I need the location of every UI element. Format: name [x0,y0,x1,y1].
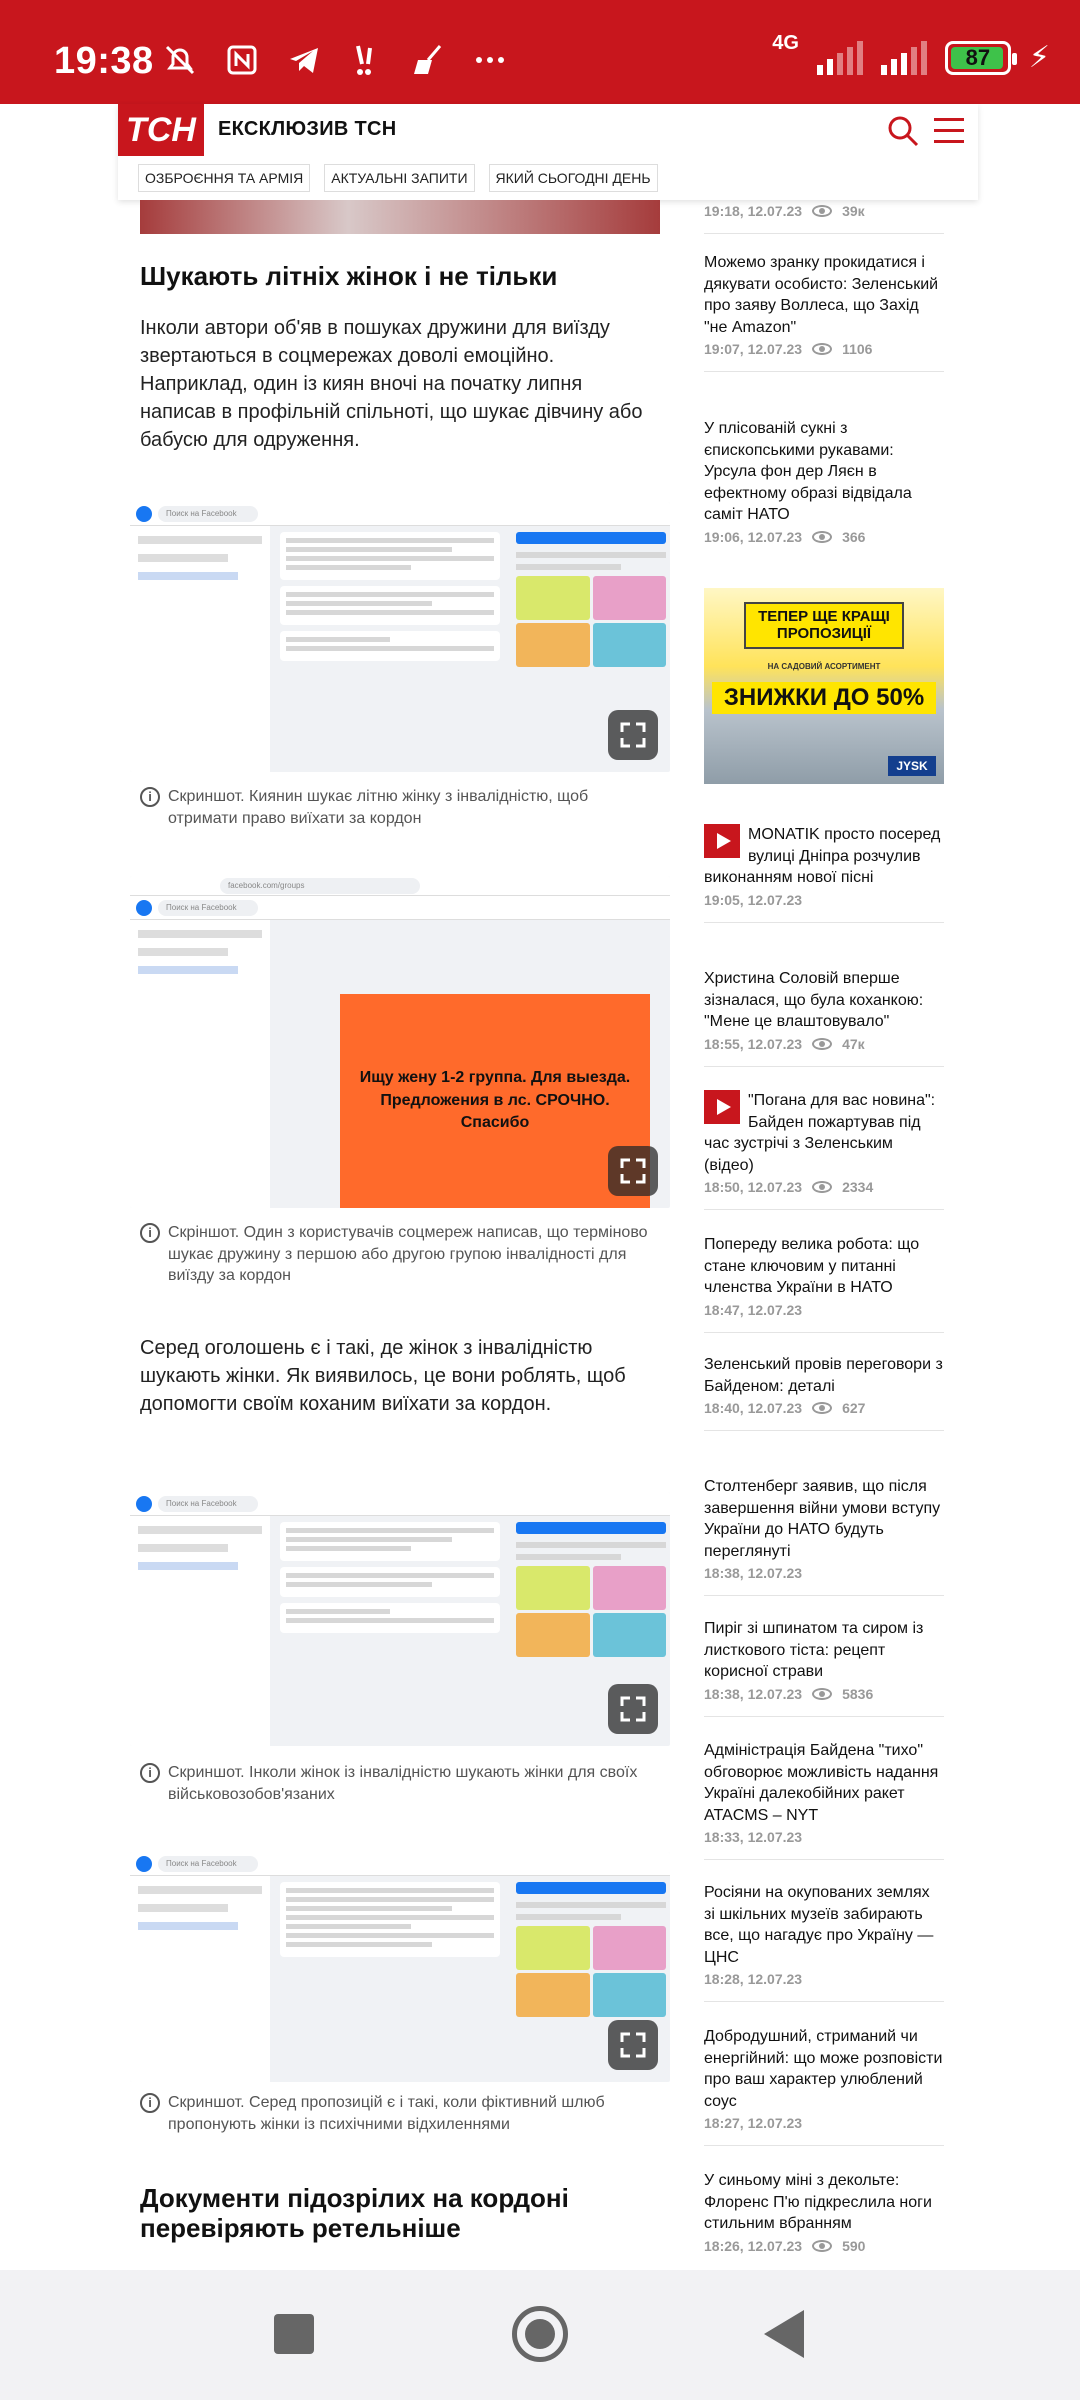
jysk-advertisement[interactable] [704,588,944,784]
news-title: У синьому міні з декольте: Флоренс П'ю підкреслила ноги стильним вбранням [704,2172,932,2233]
news-title: Пиріг зі шпинатом та сиром із листкового тіста: рецепт корисної страви [704,1620,924,1681]
tag-list [138,164,658,192]
news-time: 18:33, 12.07.23 [704,1829,803,1846]
caption-text: Скриншот. Серед пропозицій є і такі, коли фіктивний шлюб пропонують жінки із психічними відхиленнями [168,2094,605,2133]
jysk-logo: JYSK [888,756,936,776]
news-time: 18:50, 12.07.23 [704,1179,803,1196]
news-time: 18:38, 12.07.23 [704,1685,803,1702]
subheading-documents: Документи підозрілих на кордоні перевіряють ретельніше [140,2183,569,2243]
news-title: "Погана для вас новина": Байден пожартував під час зустрічі з Зеленським (відео) [704,1092,936,1174]
news-views: 627 [842,1400,866,1417]
system-navigation-bar [0,2270,1080,2400]
news-item[interactable] [704,418,944,545]
eye-icon [812,1402,832,1414]
notification-icons [160,42,510,78]
ad-sale: ЗНИЖКИ ДО 50% [712,682,936,714]
article-screenshot-4[interactable]: Поиск на Facebook [130,1852,670,2082]
caption-text: Скріншот. Один з користувачів соцмереж написав, що терміново шукає дружину з першою або другою групою інвалідності для виїзду за кордон [168,1224,648,1285]
info-icon: i [140,1763,160,1783]
fullscreen-icon[interactable] [608,1146,658,1196]
system-indicators [772,32,1050,75]
news-item[interactable] [704,2026,944,2146]
eye-icon [812,343,832,355]
recent-apps-button[interactable] [274,2314,314,2354]
subheading-older-women: Шукають літніх жінок і не тільки [140,261,558,291]
image-caption [140,1222,660,1287]
info-icon: i [140,1223,160,1243]
eye-icon [812,1688,832,1700]
news-title: MONATIK просто посеред вулиці Дніпра розчулив виконанням нової пісні [704,826,941,887]
signal-icon [817,41,863,75]
news-title: Можемо зранку прокидатися і дякувати особисто: Зеленський про заяву Воллеса, що Захід "не Amazon" [704,254,939,336]
site-header [118,104,978,200]
search-icon[interactable] [886,114,920,148]
tag-actual[interactable]: АКТУАЛЬНІ ЗАПИТИ [324,164,474,192]
eye-icon [812,205,832,217]
news-item[interactable] [704,1476,944,1596]
news-time: 19:07, 12.07.23 [704,341,803,358]
tsn-logo[interactable]: ТСН [118,104,204,156]
post-text-image: Ищу жену 1-2 группа. Для выезда. Предложения в лс. СРОЧНО. Спасибо [340,994,650,1208]
eye-icon [812,1181,832,1193]
broom-icon [408,42,448,78]
eye-icon [812,1038,832,1050]
article-screenshot-3[interactable]: Поиск на Facebook [130,1492,670,1746]
image-caption [140,2092,660,2135]
alert-icon [346,42,386,78]
news-time: 18:40, 12.07.23 [704,1400,803,1417]
news-item-partial[interactable] [704,200,944,234]
article-image-partial[interactable] [140,200,660,234]
news-title: Христина Соловій вперше зізналася, що була коханкою: "Мене це влаштовувало" [704,970,924,1031]
news-time: 18:28, 12.07.23 [704,1971,803,1988]
article-paragraph: Серед оголошень є і такі, де жінок з інвалідністю шукають жінки. Як виявилось, це вони роблять, щоб допомогти своїм коханим виїхати за кордон. [140,1337,626,1415]
network-type: 4G [772,32,799,54]
news-time: 18:47, 12.07.23 [704,1301,803,1318]
image-caption [140,1762,660,1805]
news-title: Адміністрація Байдена "тихо" обговорює можливість надання Україні далекобійних ракет ATACMS – NYT [704,1742,939,1824]
news-views: 590 [842,2237,866,2254]
eye-icon [812,531,832,543]
fullscreen-icon[interactable] [608,710,658,760]
news-title: Зеленський провів переговори з Байденом: деталі [704,1356,943,1395]
fullscreen-icon[interactable] [608,1684,658,1734]
ad-headline: ТЕПЕР ЩЕ КРАЩІ ПРОПОЗИЦІЇ [744,602,904,649]
caption-text: Скриншот. Інколи жінок із інвалідністю шукають жінки для своїх військовозобов'язаних [168,1764,638,1803]
news-item[interactable] [704,1090,944,1210]
eye-icon [812,2240,832,2252]
news-time: 19:18, 12.07.23 [704,203,803,219]
video-play-icon [704,824,740,858]
battery-icon [945,41,1011,75]
article-paragraph: Інколи автори об'яв в пошуках дружини для виїзду звертаються в соцмережах доволі емоційно. Наприклад, один із киян вночі на початку липня написав в профільній спільноті, що шукає дівчину або бабусю для одруження. [140,317,643,451]
news-views: 39к [842,203,865,219]
news-time: 19:05, 12.07.23 [704,891,803,908]
news-views: 1106 [842,341,873,358]
news-item[interactable] [704,252,944,372]
ad-subtitle: НА САДОВИЙ АСОРТИМЕНТ [767,662,881,671]
tag-weapons[interactable]: ОЗБРОЄННЯ ТА АРМІЯ [138,164,310,192]
image-caption [140,786,660,829]
news-item[interactable] [704,1354,944,1431]
status-bar [0,0,1080,104]
facebook-logo-icon [136,1496,152,1512]
clock: 19:38 [54,40,154,82]
news-time: 19:06, 12.07.23 [704,528,803,545]
fullscreen-icon[interactable] [608,2020,658,2070]
charging-icon: ⚡ [1028,41,1050,74]
tag-today[interactable]: ЯКИЙ СЬОГОДНІ ДЕНЬ [489,164,658,192]
news-time: 18:38, 12.07.23 [704,1565,803,1582]
news-item[interactable] [704,1882,944,2002]
facebook-logo-icon [136,900,152,916]
signal-icon-2 [881,41,927,75]
home-button[interactable] [512,2306,568,2362]
news-item[interactable] [704,824,944,923]
news-time: 18:55, 12.07.23 [704,1035,803,1052]
caption-text: Скриншот. Киянин шукає літню жінку з інвалідністю, щоб отримати право виїхати за кордон [168,788,589,827]
news-views: 2334 [842,1179,874,1196]
news-time: 18:26, 12.07.23 [704,2237,803,2254]
telegram-icon [284,42,324,78]
article-screenshot-2[interactable]: facebook.com/groups Поиск на Facebook Ищу жену 1-2 группа. Для выезда. Предложения в лс. СРОЧНО. Спасибо [130,876,670,1208]
section-title[interactable]: ЕКСКЛЮЗИВ ТСН [218,118,397,140]
bell-off-icon [160,42,200,78]
news-item[interactable] [704,2170,944,2254]
info-icon: i [140,2093,160,2113]
facebook-logo-icon [136,506,152,522]
news-views: 366 [842,528,866,545]
news-title: Росіяни на окупованих землях зі шкільних музеїв забирають все, що нагадує про Україну — ЦНС [704,1884,934,1966]
nfc-icon [222,42,262,78]
battery-level: 87 [965,44,991,70]
news-title: Столтенберг заявив, що після завершення війни умови вступу України до НАТО будуть переглянуті [704,1478,941,1560]
article-screenshot-1[interactable]: Поиск на Facebook [130,502,670,772]
video-play-icon [704,1090,740,1124]
news-title: Попереду велика робота: що стане ключовим у питанні членства України в НАТО [704,1236,920,1297]
news-title: У плісованій сукні з єпископськими рукавами: Урсула фон дер Ляєн в ефектному образі відвідала саміт НАТО [704,420,912,524]
news-item[interactable] [704,1234,944,1333]
more-icon [470,42,510,78]
news-item[interactable] [704,968,944,1067]
news-views: 47к [842,1035,865,1052]
news-item[interactable] [704,1740,944,1860]
info-icon: i [140,787,160,807]
news-time: 18:27, 12.07.23 [704,2115,803,2132]
news-title: Добродушний, стриманий чи енергійний: що може розповісти про ваш характер улюблений соус [704,2028,943,2110]
menu-icon[interactable] [934,118,964,144]
news-views: 5836 [842,1685,874,1702]
facebook-logo-icon [136,1856,152,1872]
news-item[interactable] [704,1618,944,1717]
back-button[interactable] [764,2310,804,2358]
